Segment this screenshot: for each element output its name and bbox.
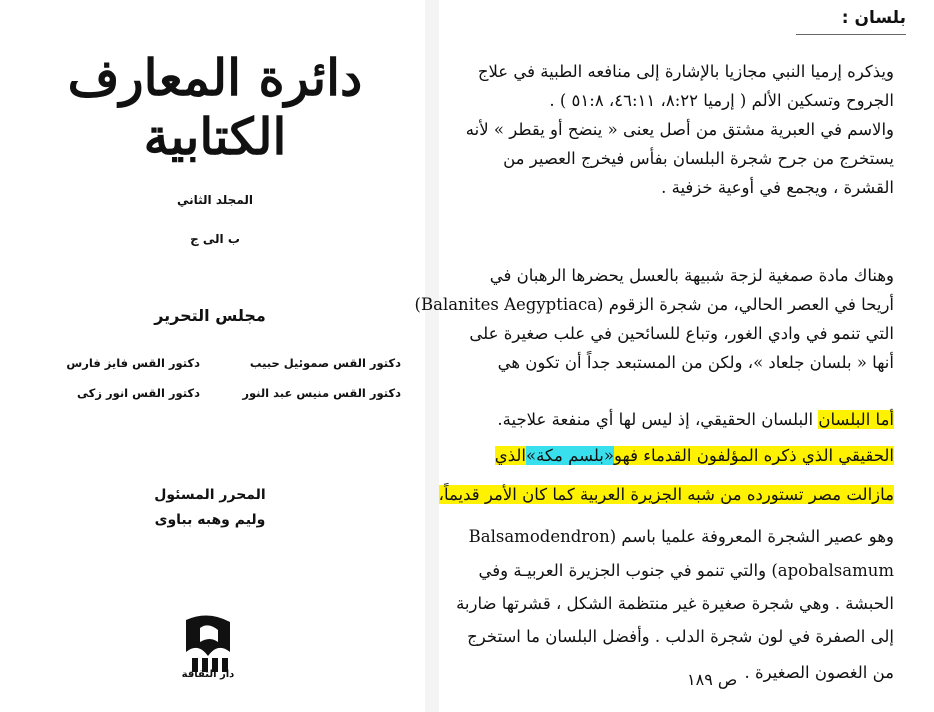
book-title: دائرة المعارف الكتابية	[67, 48, 363, 166]
text-line: أريحا في العصر الحالي، من شجرة الزقوم (Balanites Aegyptiaca)	[414, 295, 894, 314]
text-line: أنها « بلسان جلعاد »، ولكن من المستبعد جداً أن تكون هي	[497, 353, 894, 372]
article-page	[414, 0, 934, 712]
text-line: إلى الصفرة في لون شجرة الدلب . وأفضل البلسان ما استخرج	[467, 627, 894, 646]
text-line: الجروح وتسكين الألم ( إرميا ٨:٢٢، ٤٦:١١، ٥١:٨ ) .	[549, 91, 894, 110]
text-line: وهو عصير الشجرة المعروفة علميا باسم (Balsamodendron	[468, 527, 894, 546]
board-member: دكتور القس منيس عبد النور	[242, 386, 401, 400]
text-line: apobalsamum) والتي تنمو في جنوب الجزيرة العربيـة وفي	[478, 561, 894, 580]
text-line	[439, 406, 894, 434]
text-line: والاسم في العبرية مشتق من أصل يعنى « ينضح أو يقطر » لأنه	[465, 120, 894, 139]
highlighted-text: الذي	[494, 446, 526, 465]
editorial-board-heading: مجلس التحرير	[154, 306, 266, 325]
heading-underline	[796, 34, 906, 35]
text-line	[439, 442, 894, 470]
article-heading: بلسان :	[841, 8, 906, 28]
board-member: دكتور القس صموئيل حبيب	[249, 356, 401, 370]
text-line: من الغصون الصغيرة .	[744, 663, 894, 682]
responsible-editor-name: وليم وهبه بباوى	[154, 512, 266, 528]
cover-page	[0, 0, 425, 712]
highlighted-text: الحقيقي الذي ذكره المؤلفون القدماء فهو	[613, 446, 894, 465]
cyan-highlighted-text: «بلسم مكة»	[525, 446, 614, 465]
text-line: وهناك مادة صمغية لزجة شبيهة بالعسل يحضرها الرهبان في	[489, 266, 894, 285]
letters-range: ب الى ج	[190, 232, 240, 246]
highlighted-text: مازالت مصر تستورده من شبه الجزيرة العربية كما كان الأمر قديماً،	[438, 485, 894, 504]
text-line: القشرة ، ويجمع في أوعية خزفية .	[661, 178, 894, 197]
text-span: البلسان الحقيقي، إذ ليس لها أي منفعة علاجية.	[497, 410, 814, 429]
text-line: التي تنمو في وادي الغور، وتباع للسائحين في علب صغيرة على	[469, 324, 894, 343]
board-member: دكتور القس انور زكى	[77, 386, 200, 400]
text-line	[439, 481, 894, 509]
page-divider	[425, 0, 439, 712]
page-number: ص ١٨٩	[687, 670, 738, 689]
responsible-editor-heading: المحرر المسئول	[154, 487, 266, 503]
text-line: يستخرج من جرح شجرة البلسان بفأس فيخرج العصير من	[503, 149, 894, 168]
publisher-name: دار الثقافة	[181, 669, 235, 680]
board-member: دكتور القس فايز فارس	[66, 356, 200, 370]
text-line: الحبشة . وهي شجرة صغيرة غير منتظمة الشكل ، قشرتها ضاربة	[456, 594, 894, 613]
volume-label: المجلد الثاني	[177, 193, 253, 207]
highlighted-text: أما البلسان	[818, 410, 894, 429]
text-line: ويذكره إرميا النبي مجازيا بالإشارة إلى منافعه الطبية في علاج	[477, 62, 894, 81]
